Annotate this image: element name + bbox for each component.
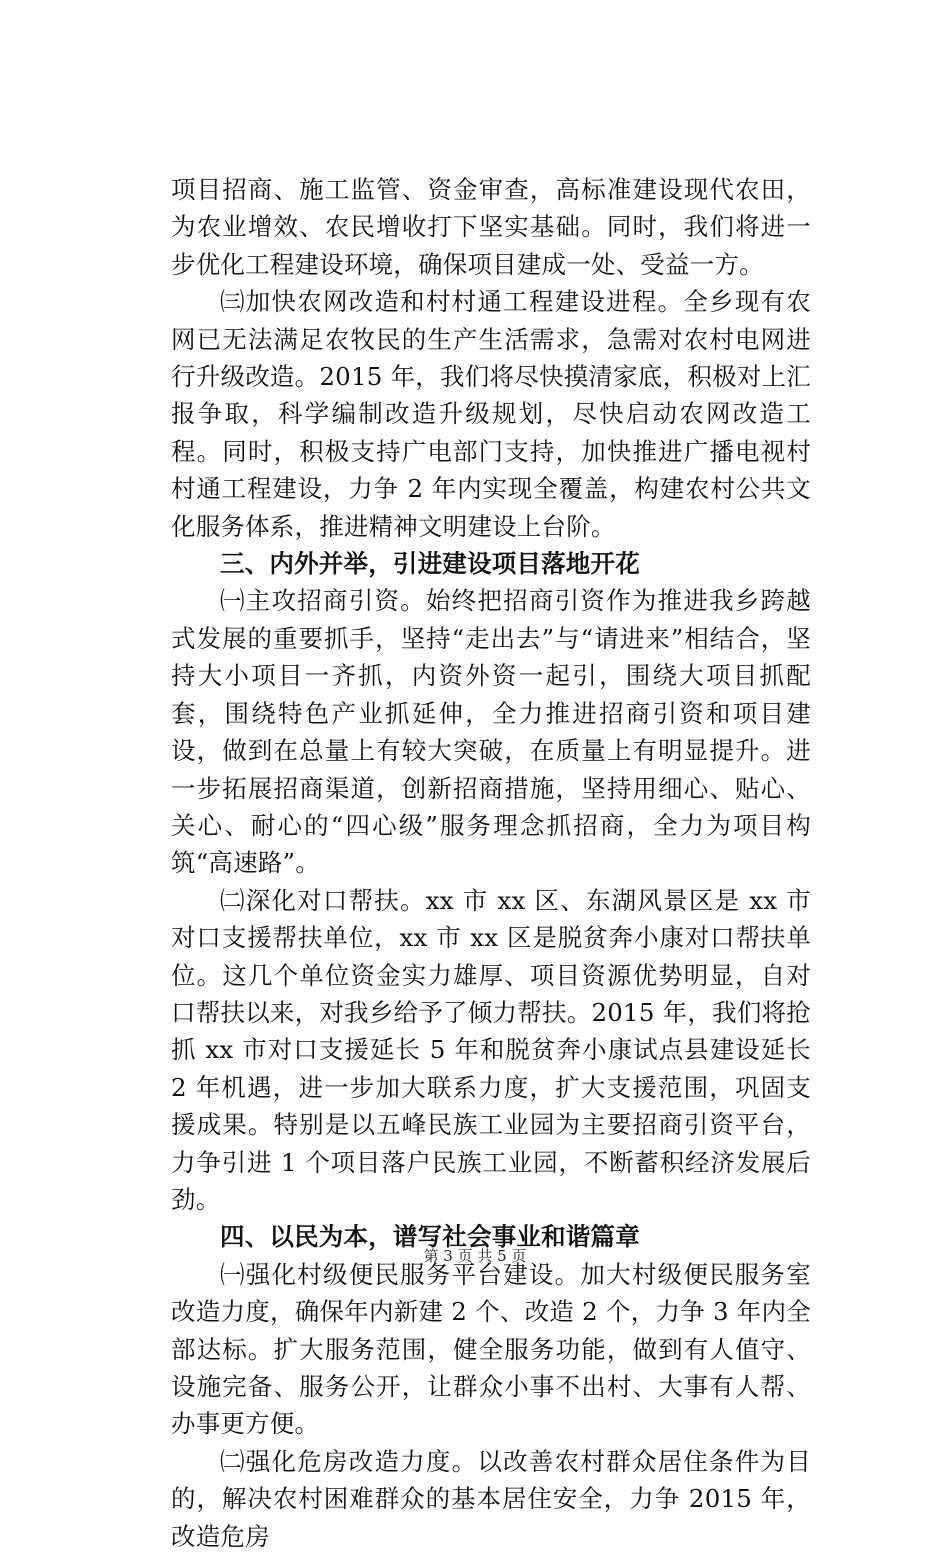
- paragraph-investment: ㈠主攻招商引资。始终把招商引资作为推进我乡跨越式发展的重要抓手，坚持“走出去”与“请进来”相结合，坚持大小项目一齐抓，内资外资一起引，围绕大项目抓配套，围绕特色产业抓延伸，全力推进招商引资和项目建设，做到在总量上有较大突破，在质量上有明显提升。进一步拓展招商渠道，创新招商措施，坚持用细心、贴心、关心、耐心的“四心级”服务理念抓招商，全力为项目构筑“高速路”。: [171, 586, 811, 878]
- paragraph-service-platform: ㈠强化村级便民服务平台建设。加大村级便民服务室改造力度，确保年内新建 2 个、改造 2 个，力争 3 年内全部达标。扩大服务范围，健全服务功能，做到有人值守、设施完备、服务公开，让群众小事不出村、大事有人帮、办事更方便。: [171, 1259, 812, 1439]
- paragraph-continued: 项目招商、施工监管、资金审查，高标准建设现代农田，为农业增效、农民增收打下坚实基础。同时，我们将进一步优化工程建设环境，确保项目建成一处、受益一方。: [171, 175, 811, 279]
- paragraph-assistance: ㈡深化对口帮扶。xx 市 xx 区、东湖风景区是 xx 市对口支援帮扶单位，xx 市 xx 区是脱贫奔小康对口帮扶单位。这几个单位资金实力雄厚、项目资源优势明显，自对口帮扶以来，对我乡给予了倾力帮扶。2015 年，我们将抢抓 xx 市对口支援延长 5 年和脱贫奔小康试点县建设延长 2 年机遇，进一步加大联系力度，扩大支援范围，巩固支援成果。特别是以五峰民族工业园为主要招商引资平台，力争引进 1 个项目落户民族工业园，不断蓄积经济发展后劲。: [171, 885, 811, 1214]
- page-number-footer: 第 3 页 共 5 页: [423, 1247, 527, 1265]
- section-heading-4: 四、以民为本，谱写社会事业和谐篇章: [220, 1222, 640, 1252]
- paragraph-housing: ㈡强化危房改造力度。以改善农村群众居住条件为目的，解决农村困难群众的基本居住安全，力争 2015 年，改造危房: [171, 1446, 811, 1551]
- section-heading-3: 三、内外并举，引进建设项目落地开花: [220, 549, 640, 579]
- paragraph-rural-grid: ㈢加快农网改造和村村通工程建设进程。全乡现有农网已无法满足农牧民的生产生活需求，急需对农村电网进行升级改造。2015 年，我们将尽快摸清家底，积极对上汇报争取，科学编制改造升级规划，尽快启动农网改造工程。同时，积极支持广电部门支持，加快推进广播电视村村通工程建设，力争 2 年内实现全覆盖，构建农村公共文化服务体系，推进精神文明建设上台阶。: [171, 287, 811, 541]
- document-body: [171, 171, 811, 1555]
